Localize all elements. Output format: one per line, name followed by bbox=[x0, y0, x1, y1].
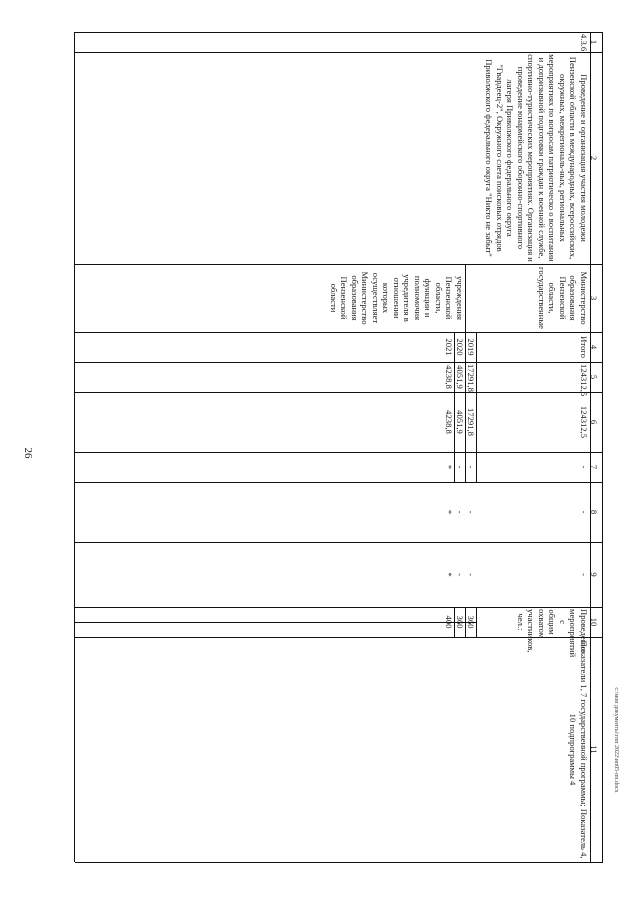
sum-regional-1: 17291,8 bbox=[466, 408, 476, 436]
header-col-9: 9 bbox=[589, 572, 599, 577]
header-col-7: 7 bbox=[589, 464, 599, 470]
municipal-2: - bbox=[455, 510, 465, 514]
header-col-4: 4 bbox=[589, 344, 599, 350]
municipal-3: * bbox=[444, 509, 454, 515]
target-indicators: Показатели 1, 7 государственной программы; Показатель 4, 10 подпрограммы 4 bbox=[568, 640, 589, 859]
municipal-0: - bbox=[579, 510, 589, 514]
executor-top: Министерство образования Пензенской области, государственные bbox=[537, 267, 589, 329]
sum-total-1: 17291,8 bbox=[466, 364, 476, 392]
activity-name: Проведение и организация участия молодежи Пензенской области в международных, всероссийских, окружных, межрегиональ-ных, региональных мероприятиях по вопросам патриотическо о воспитании и допризывной подготовки граждан к военной службе, спортивно-туристических мероприятиях. Организация и проведение юнармейского оборонно-спортивного лагеря Приволжского федерального округа "Гвардеец-2", Окружного слета поисковых отрядов Приволжского федерального округа "Никто не забыт" bbox=[484, 54, 589, 262]
year-label-1: 2019 bbox=[466, 338, 476, 356]
federal-3: * bbox=[444, 464, 454, 470]
header-col-10: 10 bbox=[589, 617, 599, 627]
other-1: - bbox=[466, 573, 476, 576]
sum-total-3: 4238,8 bbox=[444, 365, 454, 389]
year-label-2: 2020 bbox=[455, 338, 465, 356]
file-path-footer: c:\мои документы\гпп 2022\ип05-пп.docx bbox=[613, 687, 619, 793]
header-col-8: 8 bbox=[589, 509, 599, 515]
sum-regional-3: 4238,8 bbox=[444, 410, 454, 434]
federal-0: - bbox=[579, 465, 589, 469]
row-number: 4.3.6. bbox=[579, 34, 589, 54]
header-col-6: 6 bbox=[589, 419, 599, 425]
sum-total-2: 4051,9 bbox=[455, 365, 465, 389]
page-number: 26 bbox=[22, 447, 34, 459]
header-col-5: 5 bbox=[589, 374, 599, 380]
other-3: * bbox=[444, 572, 454, 577]
indicator-value-3: 400 bbox=[444, 615, 454, 629]
header-col-11: 11 bbox=[589, 745, 599, 754]
header-col-3: 3 bbox=[589, 295, 599, 301]
year-label-3: 2021 bbox=[444, 338, 454, 356]
indicator-value-2: 360 bbox=[455, 615, 465, 629]
header-col-2: 2 bbox=[589, 155, 599, 161]
indicator-value-1: 360 bbox=[466, 615, 476, 629]
municipal-1: - bbox=[466, 510, 476, 514]
executor-bottom: учреждения Пензенской области, функции и полномочия учредителя в отношении которых осуществляет Министерство образования Пензенской области bbox=[329, 271, 465, 325]
year-label-0: Итого bbox=[579, 336, 589, 358]
sum-regional-0: 124312,5 bbox=[579, 405, 589, 439]
other-0: - bbox=[579, 573, 589, 576]
other-2: - bbox=[455, 573, 465, 576]
indicator-name: Проведение мероприятий с общим охватом участников, чел.: bbox=[516, 609, 589, 658]
rotated-text-layer bbox=[43, 32, 603, 862]
sum-total-0: 124312,5 bbox=[579, 364, 589, 397]
federal-1: - bbox=[466, 465, 476, 469]
header-col-1: 1 bbox=[589, 39, 599, 45]
sum-regional-2: 4051,9 bbox=[455, 410, 465, 434]
federal-2: - bbox=[455, 465, 465, 469]
